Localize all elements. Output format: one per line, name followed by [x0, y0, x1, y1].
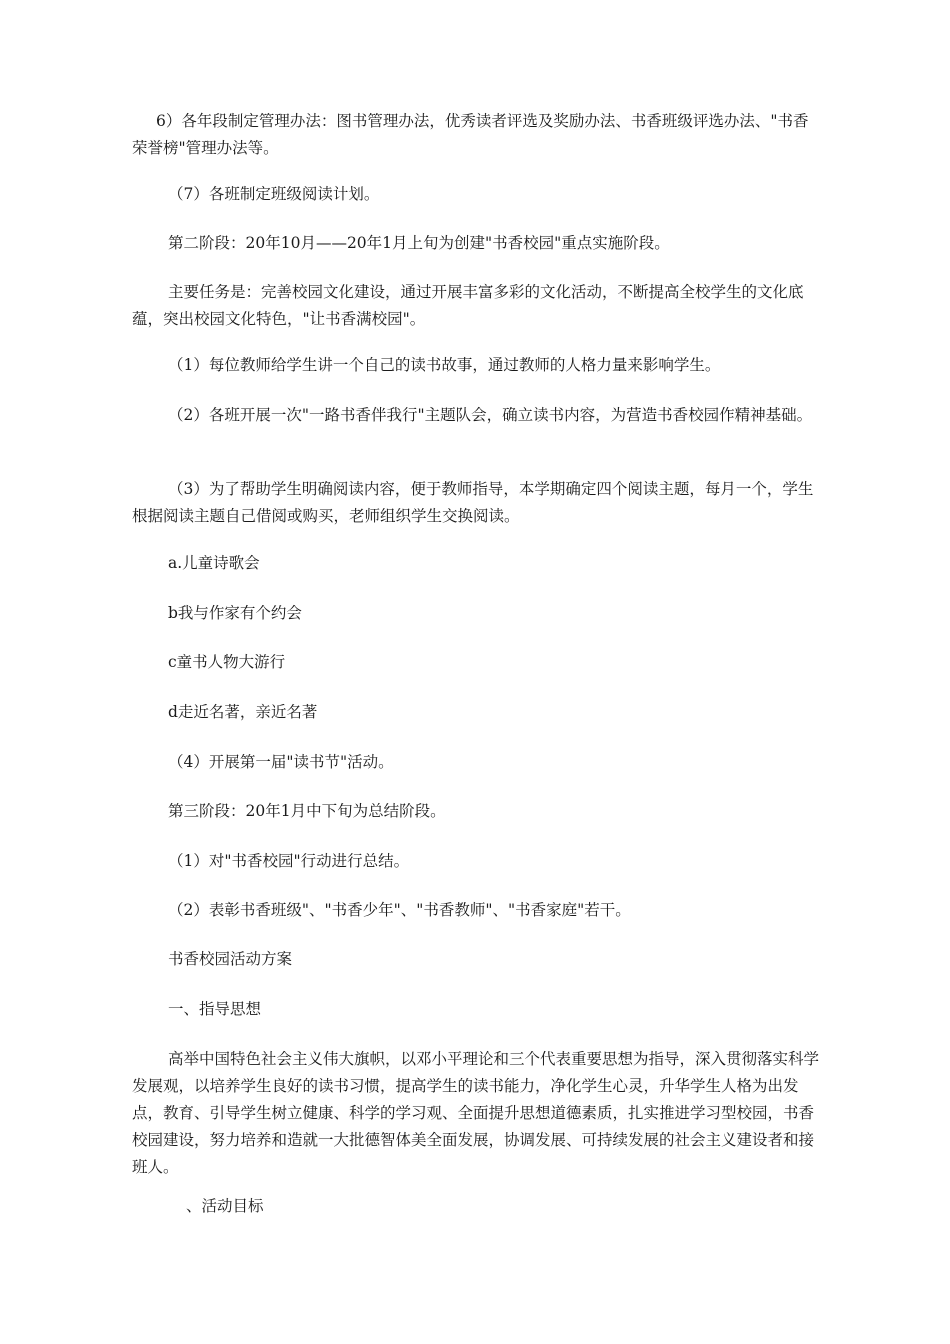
paragraph-item-3: （3）为了帮助学生明确阅读内容，便于教师指导，本学期确定四个阅读主题，每月一个，学生根据阅读主题自己借阅或购买，老师组织学生交换阅读。 [132, 480, 814, 525]
list-item-d: d走近名著，亲近名著 [168, 703, 318, 721]
paragraph-guiding-ideology: 高举中国特色社会主义伟大旗帜，以邓小平理论和三个代表重要思想为指导，深入贯彻落实科学发展观，以培养学生良好的读书习惯，提高学生的读书能力，净化学生心灵，升华学生人格为出发点，教育、引导学生树立健康、科学的学习观、全面提升思想道德素质，扎实推进学习型校园，书香校园建设，努力培养和造就一大批德智体美全面发展，协调发展、可持续发展的社会主义建设者和接班人。 [132, 1050, 820, 1176]
list-item-c: c童书人物大游行 [168, 653, 286, 671]
paragraph-item-2: （2）各班开展一次"一路书香伴我行"主题队会，确立读书内容，为营造书香校园作精神基础。 [168, 406, 813, 424]
paragraph-stage-two: 第二阶段：20年10月——20年1月上旬为创建"书香校园"重点实施阶段。 [168, 234, 670, 252]
heading-activity-goals: 、活动目标 [186, 1197, 264, 1215]
list-item-b: b我与作家有个约会 [168, 604, 302, 622]
heading-guiding-ideology: 一、指导思想 [168, 1000, 262, 1018]
paragraph-summary-2: （2）表彰书香班级"、"书香少年"、"书香教师"、"书香家庭"若干。 [168, 901, 631, 919]
paragraph-summary-1: （1）对"书香校园"行动进行总结。 [168, 852, 410, 870]
paragraph-management-rules: 6）各年段制定管理办法：图书管理办法，优秀读者评选及奖励办法、书香班级评选办法、"书香荣誉榜"管理办法等。 [132, 112, 809, 157]
paragraph-class-reading-plan: （7）各班制定班级阅读计划。 [168, 185, 380, 203]
list-item-a: a.儿童诗歌会 [168, 554, 260, 572]
paragraph-main-tasks: 主要任务是：完善校园文化建设，通过开展丰富多彩的文化活动，不断提高全校学生的文化底蕴，突出校园文化特色，"让书香满校园"。 [132, 283, 804, 328]
paragraph-item-1: （1）每位教师给学生讲一个自己的读书故事，通过教师的人格力量来影响学生。 [168, 356, 721, 374]
section-title-plan: 书香校园活动方案 [168, 950, 293, 968]
paragraph-item-4: （4）开展第一届"读书节"活动。 [168, 753, 394, 771]
paragraph-stage-three: 第三阶段：20年1月中下旬为总结阶段。 [168, 802, 446, 820]
